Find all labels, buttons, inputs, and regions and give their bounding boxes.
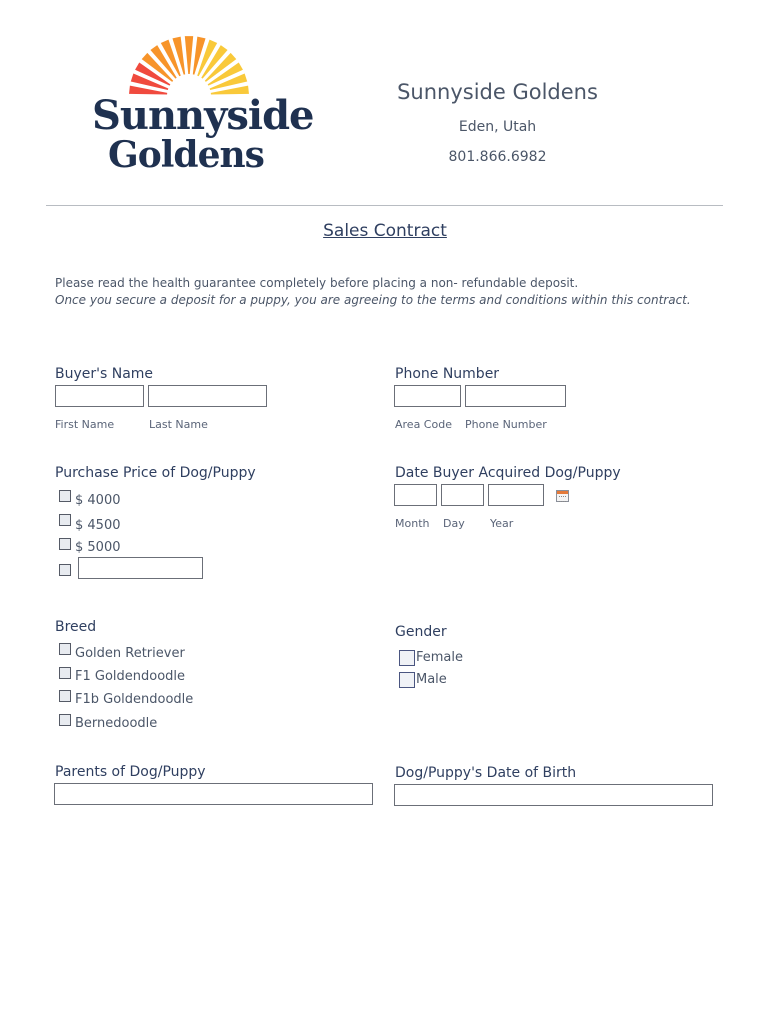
breed-golden-retriever-label: Golden Retriever xyxy=(75,646,185,661)
sun-ray xyxy=(193,37,206,75)
price-4000-label: $ 4000 xyxy=(75,493,121,508)
buyer-name-label: Buyer's Name xyxy=(55,366,154,382)
purchase-price-label: Purchase Price of Dog/Puppy xyxy=(55,465,256,481)
breed-f1b-goldendoodle-checkbox[interactable] xyxy=(59,690,71,702)
year-field[interactable] xyxy=(488,484,544,506)
parents-field[interactable] xyxy=(54,783,373,805)
business-name: Sunnyside Goldens xyxy=(397,80,598,104)
first-name-field[interactable] xyxy=(55,385,144,407)
price-4500-label: $ 4500 xyxy=(75,518,121,533)
breed-golden-retriever-checkbox[interactable] xyxy=(59,643,71,655)
parents-label: Parents of Dog/Puppy xyxy=(55,764,206,780)
breed-f1-goldendoodle-checkbox[interactable] xyxy=(59,667,71,679)
logo-text-line1: Sunnyside xyxy=(92,92,314,139)
intro-text: Please read the health guarantee completely before placing a non- refundable deposit. xyxy=(55,276,579,290)
area-code-label: Area Code xyxy=(395,418,452,431)
year-label: Year xyxy=(490,517,514,530)
phone-sub-label: Phone Number xyxy=(465,418,547,431)
last-name-label: Last Name xyxy=(149,418,208,431)
price-other-checkbox[interactable] xyxy=(59,564,71,576)
gender-male-checkbox[interactable] xyxy=(399,672,415,688)
date-acquired-label: Date Buyer Acquired Dog/Puppy xyxy=(395,465,621,481)
day-field[interactable] xyxy=(441,484,484,506)
breed-label: Breed xyxy=(55,619,97,635)
business-city: Eden, Utah xyxy=(458,119,537,135)
gender-male-label: Male xyxy=(416,672,447,687)
gender-label: Gender xyxy=(395,624,447,640)
price-4000-checkbox[interactable] xyxy=(59,490,71,502)
calendar-icon[interactable] xyxy=(556,490,569,502)
price-5000-checkbox[interactable] xyxy=(59,538,71,550)
sun-ray xyxy=(185,36,193,74)
breed-f1-goldendoodle-label: F1 Goldendoodle xyxy=(75,669,186,684)
breed-f1b-goldendoodle-label: F1b Goldendoodle xyxy=(75,692,194,707)
breed-bernedoodle-checkbox[interactable] xyxy=(59,714,71,726)
business-phone: 801.866.6982 xyxy=(448,149,547,165)
sun-ray xyxy=(172,37,185,75)
price-other-field[interactable] xyxy=(78,557,203,579)
area-code-field[interactable] xyxy=(394,385,461,407)
sunburst-icon xyxy=(124,34,254,98)
header-divider xyxy=(46,205,723,206)
month-label: Month xyxy=(395,517,430,530)
form-title: Sales Contract xyxy=(323,221,447,241)
price-4500-checkbox[interactable] xyxy=(59,514,71,526)
dob-field[interactable] xyxy=(394,784,713,806)
gender-female-checkbox[interactable] xyxy=(399,650,415,666)
logo xyxy=(90,30,314,180)
first-name-label: First Name xyxy=(55,418,115,431)
last-name-field[interactable] xyxy=(148,385,267,407)
dob-label: Dog/Puppy's Date of Birth xyxy=(395,765,577,781)
price-5000-label: $ 5000 xyxy=(75,540,121,555)
logo-text-line2: Goldens xyxy=(108,134,264,176)
gender-female-label: Female xyxy=(416,650,464,665)
day-label: Day xyxy=(443,517,465,530)
breed-bernedoodle-label: Bernedoodle xyxy=(75,716,158,731)
intro-italic-text: Once you secure a deposit for a puppy, you are agreeing to the terms and conditions within this contract. xyxy=(55,293,691,307)
phone-number-field[interactable] xyxy=(465,385,566,407)
phone-number-label: Phone Number xyxy=(395,366,500,382)
month-field[interactable] xyxy=(394,484,437,506)
